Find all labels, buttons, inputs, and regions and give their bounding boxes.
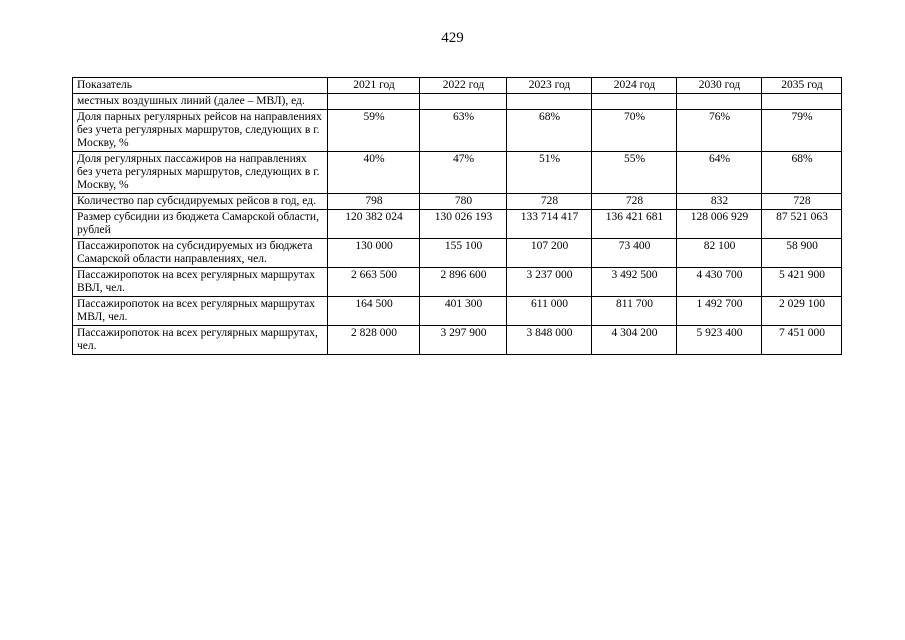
table-cell xyxy=(592,94,677,110)
table-cell: 811 700 xyxy=(592,297,677,326)
table-cell: 780 xyxy=(420,194,507,210)
table-cell: 79% xyxy=(762,110,842,152)
table-row xyxy=(73,268,842,297)
table-cell: 59% xyxy=(328,110,420,152)
table-cell: 76% xyxy=(677,110,762,152)
table-header-row xyxy=(73,78,842,94)
row-label: Пассажиропоток на всех регулярных маршрутах МВЛ, чел. xyxy=(73,297,328,326)
table-cell: 128 006 929 xyxy=(677,210,762,239)
table-cell: 40% xyxy=(328,152,420,194)
column-header: 2022 год xyxy=(420,78,507,94)
table-cell: 63% xyxy=(420,110,507,152)
table-cell: 728 xyxy=(507,194,592,210)
indicators-table xyxy=(72,77,842,355)
table-cell: 155 100 xyxy=(420,239,507,268)
table-cell: 164 500 xyxy=(328,297,420,326)
table-cell: 51% xyxy=(507,152,592,194)
table-cell: 136 421 681 xyxy=(592,210,677,239)
table-cell: 58 900 xyxy=(762,239,842,268)
row-label: Пассажиропоток на всех регулярных маршрутах, чел. xyxy=(73,326,328,355)
table-body xyxy=(73,94,842,355)
column-header: 2035 год xyxy=(762,78,842,94)
table-cell: 2 828 000 xyxy=(328,326,420,355)
table-cell: 7 451 000 xyxy=(762,326,842,355)
table-cell xyxy=(677,94,762,110)
page-number: 429 xyxy=(441,30,464,46)
table-cell: 611 000 xyxy=(507,297,592,326)
table-cell: 3 848 000 xyxy=(507,326,592,355)
table-cell: 798 xyxy=(328,194,420,210)
column-header: 2023 год xyxy=(507,78,592,94)
column-header: 2030 год xyxy=(677,78,762,94)
table-cell: 55% xyxy=(592,152,677,194)
table-cell: 120 382 024 xyxy=(328,210,420,239)
row-label: Пассажиропоток на всех регулярных маршрутах ВВЛ, чел. xyxy=(73,268,328,297)
table-cell: 3 297 900 xyxy=(420,326,507,355)
table-cell: 832 xyxy=(677,194,762,210)
row-label: Пассажиропоток на субсидируемых из бюджета Самарской области направлениях, чел. xyxy=(73,239,328,268)
table-cell: 64% xyxy=(677,152,762,194)
table-cell xyxy=(507,94,592,110)
table-cell: 4 304 200 xyxy=(592,326,677,355)
table-cell: 130 026 193 xyxy=(420,210,507,239)
table-cell: 1 492 700 xyxy=(677,297,762,326)
table-row xyxy=(73,110,842,152)
row-label: Доля парных регулярных рейсов на направлениях без учета регулярных маршрутов, следующих в г. Москву, % xyxy=(73,110,328,152)
table-cell: 130 000 xyxy=(328,239,420,268)
table-cell: 68% xyxy=(507,110,592,152)
table-cell: 3 237 000 xyxy=(507,268,592,297)
row-label: Доля регулярных пассажиров на направлениях без учета регулярных маршрутов, следующих в г. Москву, % xyxy=(73,152,328,194)
table-row xyxy=(73,210,842,239)
table-row xyxy=(73,194,842,210)
table-cell: 2 896 600 xyxy=(420,268,507,297)
row-label: Размер субсидии из бюджета Самарской области, рублей xyxy=(73,210,328,239)
row-label: местных воздушных линий (далее – МВЛ), ед. xyxy=(73,94,328,110)
table-cell xyxy=(420,94,507,110)
column-header: 2021 год xyxy=(328,78,420,94)
table-row xyxy=(73,94,842,110)
table-cell: 68% xyxy=(762,152,842,194)
table-cell: 4 430 700 xyxy=(677,268,762,297)
table-cell: 401 300 xyxy=(420,297,507,326)
table-cell xyxy=(328,94,420,110)
table-cell: 73 400 xyxy=(592,239,677,268)
table-cell: 2 029 100 xyxy=(762,297,842,326)
column-header: 2024 год xyxy=(592,78,677,94)
table-cell: 2 663 500 xyxy=(328,268,420,297)
table-cell: 133 714 417 xyxy=(507,210,592,239)
table-cell: 82 100 xyxy=(677,239,762,268)
table-cell: 5 923 400 xyxy=(677,326,762,355)
row-label: Количество пар субсидируемых рейсов в год, ед. xyxy=(73,194,328,210)
table-cell xyxy=(762,94,842,110)
table-cell: 47% xyxy=(420,152,507,194)
table-cell: 3 492 500 xyxy=(592,268,677,297)
table-cell: 70% xyxy=(592,110,677,152)
table-row xyxy=(73,152,842,194)
table-cell: 107 200 xyxy=(507,239,592,268)
table-cell: 728 xyxy=(762,194,842,210)
table-cell: 87 521 063 xyxy=(762,210,842,239)
table-row xyxy=(73,297,842,326)
table-row xyxy=(73,326,842,355)
table-cell: 5 421 900 xyxy=(762,268,842,297)
table-cell: 728 xyxy=(592,194,677,210)
column-header: Показатель xyxy=(73,78,328,94)
table-row xyxy=(73,239,842,268)
